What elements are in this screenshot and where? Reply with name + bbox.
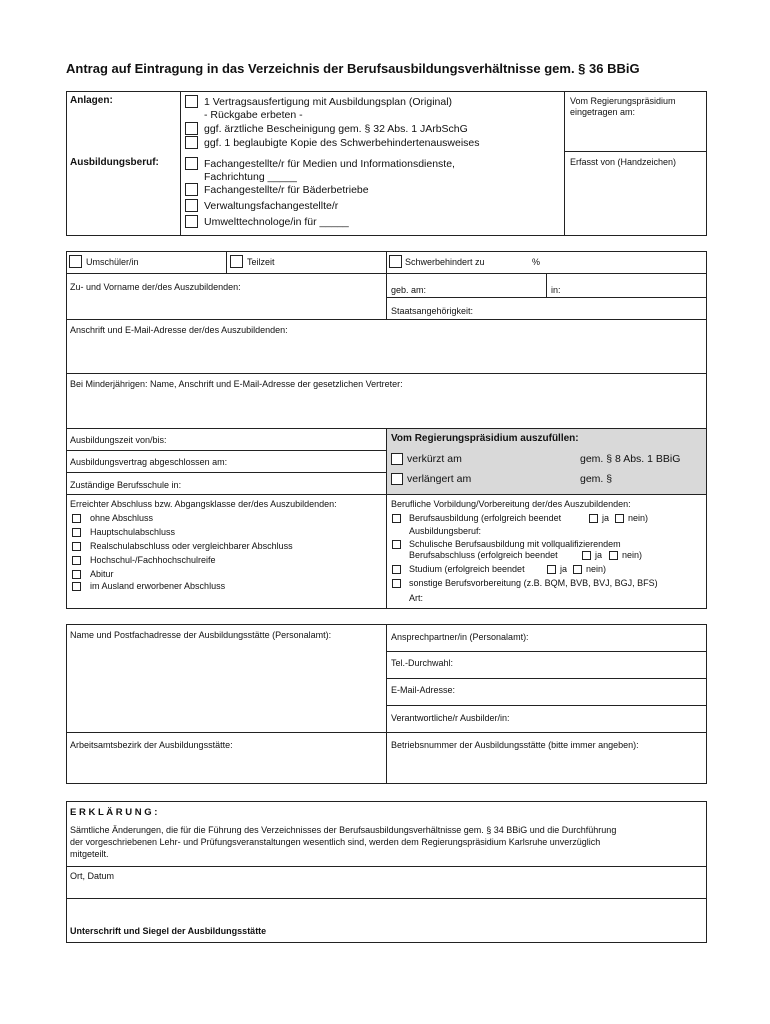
verlaengert-paragraph: gem. § xyxy=(580,473,613,485)
ja-label: ja xyxy=(560,564,568,574)
vorbildung-sonstige-checkbox[interactable] xyxy=(392,579,401,588)
beruf-baeder-label: Fachangestellte/r für Bäderbetriebe xyxy=(204,184,369,196)
teilzeit-checkbox[interactable] xyxy=(230,255,243,268)
abschluss-label: Hauptschulabschluss xyxy=(90,527,176,537)
schwerbehindert-checkbox[interactable] xyxy=(389,255,402,268)
ja-label: ja xyxy=(602,513,610,523)
ja-checkbox[interactable] xyxy=(589,514,598,523)
beruf-fami-label: Fachangestellte/r für Medien und Informationsdienste, xyxy=(204,158,455,170)
ausbilder-label: Verantwortliche/r Ausbilder/in: xyxy=(391,713,510,723)
anlage-vertrag-note: - Rückgabe erbeten - xyxy=(204,109,303,121)
ausbildungszeit-label: Ausbildungszeit von/bis: xyxy=(70,435,167,445)
nein-label: nein) xyxy=(622,550,643,560)
abschluss-checkbox[interactable] xyxy=(72,582,81,591)
divider xyxy=(386,251,387,319)
minderjaehrig-label: Bei Minderjährigen: Name, Anschrift und E-Mail-Adresse der gesetzlichen Vertreter: xyxy=(70,379,403,389)
divider xyxy=(386,428,387,609)
divider xyxy=(564,91,565,236)
ansprechpartner-label: Ansprechpartner/in (Personalamt): xyxy=(391,632,529,642)
divider xyxy=(564,151,707,152)
anlage-arzt-checkbox[interactable] xyxy=(185,122,198,135)
anlage-vertrag-checkbox[interactable] xyxy=(185,95,198,108)
erklaerung-title: E R K L Ä R U N G : xyxy=(70,807,158,818)
verkuerzt-label: verkürzt am xyxy=(407,453,462,465)
page-title: Antrag auf Eintragung in das Verzeichnis der Berufsausbildungsverhältnisse gem. § 36 BBiG xyxy=(66,61,640,76)
abschluss-checkbox[interactable] xyxy=(72,570,81,579)
umschueler-checkbox[interactable] xyxy=(69,255,82,268)
rp-eingetragen-label: Vom Regierungspräsidium xyxy=(570,96,676,106)
anlage-arzt-label: ggf. ärztliche Bescheinigung gem. § 32 Abs. 1 JArbSchG xyxy=(204,123,468,135)
beruf-baeder-checkbox[interactable] xyxy=(185,183,198,196)
erklaerung-text: Sämtliche Änderungen, die für die Führung des Verzeichnisses der Berufsausbildungsverhältnisse gem. § 34 BBiG und die Durchführung xyxy=(70,825,617,835)
abschluss-label: Hochschul-/Fachhochschulreife xyxy=(90,555,216,565)
anschrift-label: Anschrift und E-Mail-Adresse der/des Auszubildenden: xyxy=(70,325,288,335)
divider xyxy=(180,91,181,236)
vertrag-label: Ausbildungsvertrag abgeschlossen am: xyxy=(70,457,228,467)
geb-am-label: geb. am: xyxy=(391,285,427,295)
verlaengert-label: verlängert am xyxy=(407,473,472,485)
vorbildung-studium-checkbox[interactable] xyxy=(392,565,401,574)
schwerbehindert-label: Schwerbehindert zu xyxy=(405,257,485,267)
divider xyxy=(386,624,387,784)
divider xyxy=(66,494,707,495)
beruf-verwaltung-checkbox[interactable] xyxy=(185,199,198,212)
vorbildung-schulisch-checkbox[interactable] xyxy=(392,540,401,549)
abschluss-checkbox[interactable] xyxy=(72,528,81,537)
divider xyxy=(386,678,707,679)
vorbildung-ausbildung-label: Berufsausbildung (erfolgreich beendet xyxy=(409,513,562,523)
vorbildung-title: Berufliche Vorbildung/Vorbereitung der/des Auszubildenden: xyxy=(391,499,631,509)
ja-checkbox[interactable] xyxy=(547,565,556,574)
beruf-umwelt-label: Umwelttechnologe/in für _____ xyxy=(204,216,349,228)
tel-label: Tel.-Durchwahl: xyxy=(391,658,454,668)
divider xyxy=(66,898,707,899)
vorbildung-schulisch-label-2: Berufsabschluss (erfolgreich beendet xyxy=(409,550,558,560)
divider xyxy=(66,472,387,473)
beruf-umwelt-checkbox[interactable] xyxy=(185,215,198,228)
percent-label: % xyxy=(532,257,541,267)
umschueler-label: Umschüler/in xyxy=(86,257,139,267)
arbeitsamtsbezirk-label: Arbeitsamtsbezirk der Ausbildungsstätte: xyxy=(70,740,233,750)
abschluss-label: ohne Abschluss xyxy=(90,513,154,523)
divider xyxy=(66,373,707,374)
divider xyxy=(66,319,707,320)
beruf-fami-fachrichtung: Fachrichtung _____ xyxy=(204,171,297,183)
staatsangehoerigkeit-label: Staatsangehörigkeit: xyxy=(391,306,474,316)
divider xyxy=(226,251,227,273)
berufsschule-label: Zuständige Berufsschule in: xyxy=(70,480,182,490)
nein-label: nein) xyxy=(586,564,607,574)
ja-checkbox[interactable] xyxy=(582,551,591,560)
abschluss-label: Realschulabschluss oder vergleichbarer Abschluss xyxy=(90,541,293,551)
name-label: Zu- und Vorname der/des Auszubildenden: xyxy=(70,282,241,292)
erfasst-label: Erfasst von (Handzeichen) xyxy=(570,157,677,167)
verkuerzt-paragraph: gem. § 8 Abs. 1 BBiG xyxy=(580,453,681,465)
vorbildung-ausbildung-checkbox[interactable] xyxy=(392,514,401,523)
divider xyxy=(386,651,707,652)
abschluss-checkbox[interactable] xyxy=(72,556,81,565)
geburtsort-label: in: xyxy=(551,285,561,295)
verkuerzt-checkbox[interactable] xyxy=(391,453,403,465)
rp-eingetragen-label-2: eingetragen am: xyxy=(570,107,636,117)
abschluss-title: Erreichter Abschluss bzw. Abgangsklasse der/des Auszubildenden: xyxy=(70,499,337,509)
nein-checkbox[interactable] xyxy=(573,565,582,574)
erklaerung-section xyxy=(66,801,707,943)
beruf-fami-checkbox[interactable] xyxy=(185,157,198,170)
anlagen-label: Anlagen: xyxy=(70,95,113,106)
ausbildungsberuf-field-label: Ausbildungsberuf: xyxy=(409,526,482,536)
abschluss-label: im Ausland erworbener Abschluss xyxy=(90,581,226,591)
ausbildungsberuf-label: Ausbildungsberuf: xyxy=(70,157,159,168)
erklaerung-text: der vorgeschriebenen Lehr- und Prüfungsveranstaltungen wesentlich sind, werden dem Regierungspräsidium Karlsruhe unverzüglich xyxy=(70,837,601,847)
vorbildung-sonstige-label: sonstige Berufsvorbereitung (z.B. BQM, BVB, BVJ, BGJ, BFS) xyxy=(409,578,658,588)
erklaerung-text: mitgeteilt. xyxy=(70,849,109,859)
anlage-schwerbehindert-checkbox[interactable] xyxy=(185,136,198,149)
divider xyxy=(386,297,707,298)
unterschrift-label: Unterschrift und Siegel der Ausbildungsstätte xyxy=(70,926,267,936)
divider xyxy=(546,273,547,297)
betriebsnummer-label: Betriebsnummer der Ausbildungsstätte (bitte immer angeben): xyxy=(391,740,639,750)
vorbildung-studium-label: Studium (erfolgreich beendet xyxy=(409,564,525,574)
vorbildung-schulisch-label: Schulische Berufsausbildung mit vollqualifizierendem xyxy=(409,539,621,549)
anlage-vertrag-label: 1 Vertragsausfertigung mit Ausbildungsplan (Original) xyxy=(204,96,453,108)
teilzeit-label: Teilzeit xyxy=(247,257,275,267)
ort-datum-label: Ort, Datum xyxy=(70,871,115,881)
nein-checkbox[interactable] xyxy=(609,551,618,560)
nein-label: nein) xyxy=(628,513,649,523)
divider xyxy=(66,866,707,867)
rp-title: Vom Regierungspräsidium auszufüllen: xyxy=(391,433,579,444)
abschluss-checkbox[interactable] xyxy=(72,514,81,523)
verlaengert-checkbox[interactable] xyxy=(391,473,403,485)
abschluss-checkbox[interactable] xyxy=(72,542,81,551)
divider xyxy=(66,732,707,733)
anlage-schwerbehindert-label: ggf. 1 beglaubigte Kopie des Schwerbehindertenausweises xyxy=(204,137,480,149)
ausbildungsstaette-name-label: Name und Postfachadresse der Ausbildungsstätte (Personalamt): xyxy=(70,630,332,640)
vorbildung-art-label: Art: xyxy=(409,593,424,603)
beruf-verwaltung-label: Verwaltungsfachangestellte/r xyxy=(204,200,339,212)
email-label: E-Mail-Adresse: xyxy=(391,685,456,695)
divider xyxy=(66,450,387,451)
ja-label: ja xyxy=(595,550,603,560)
nein-checkbox[interactable] xyxy=(615,514,624,523)
abschluss-label: Abitur xyxy=(90,569,114,579)
divider xyxy=(386,705,707,706)
